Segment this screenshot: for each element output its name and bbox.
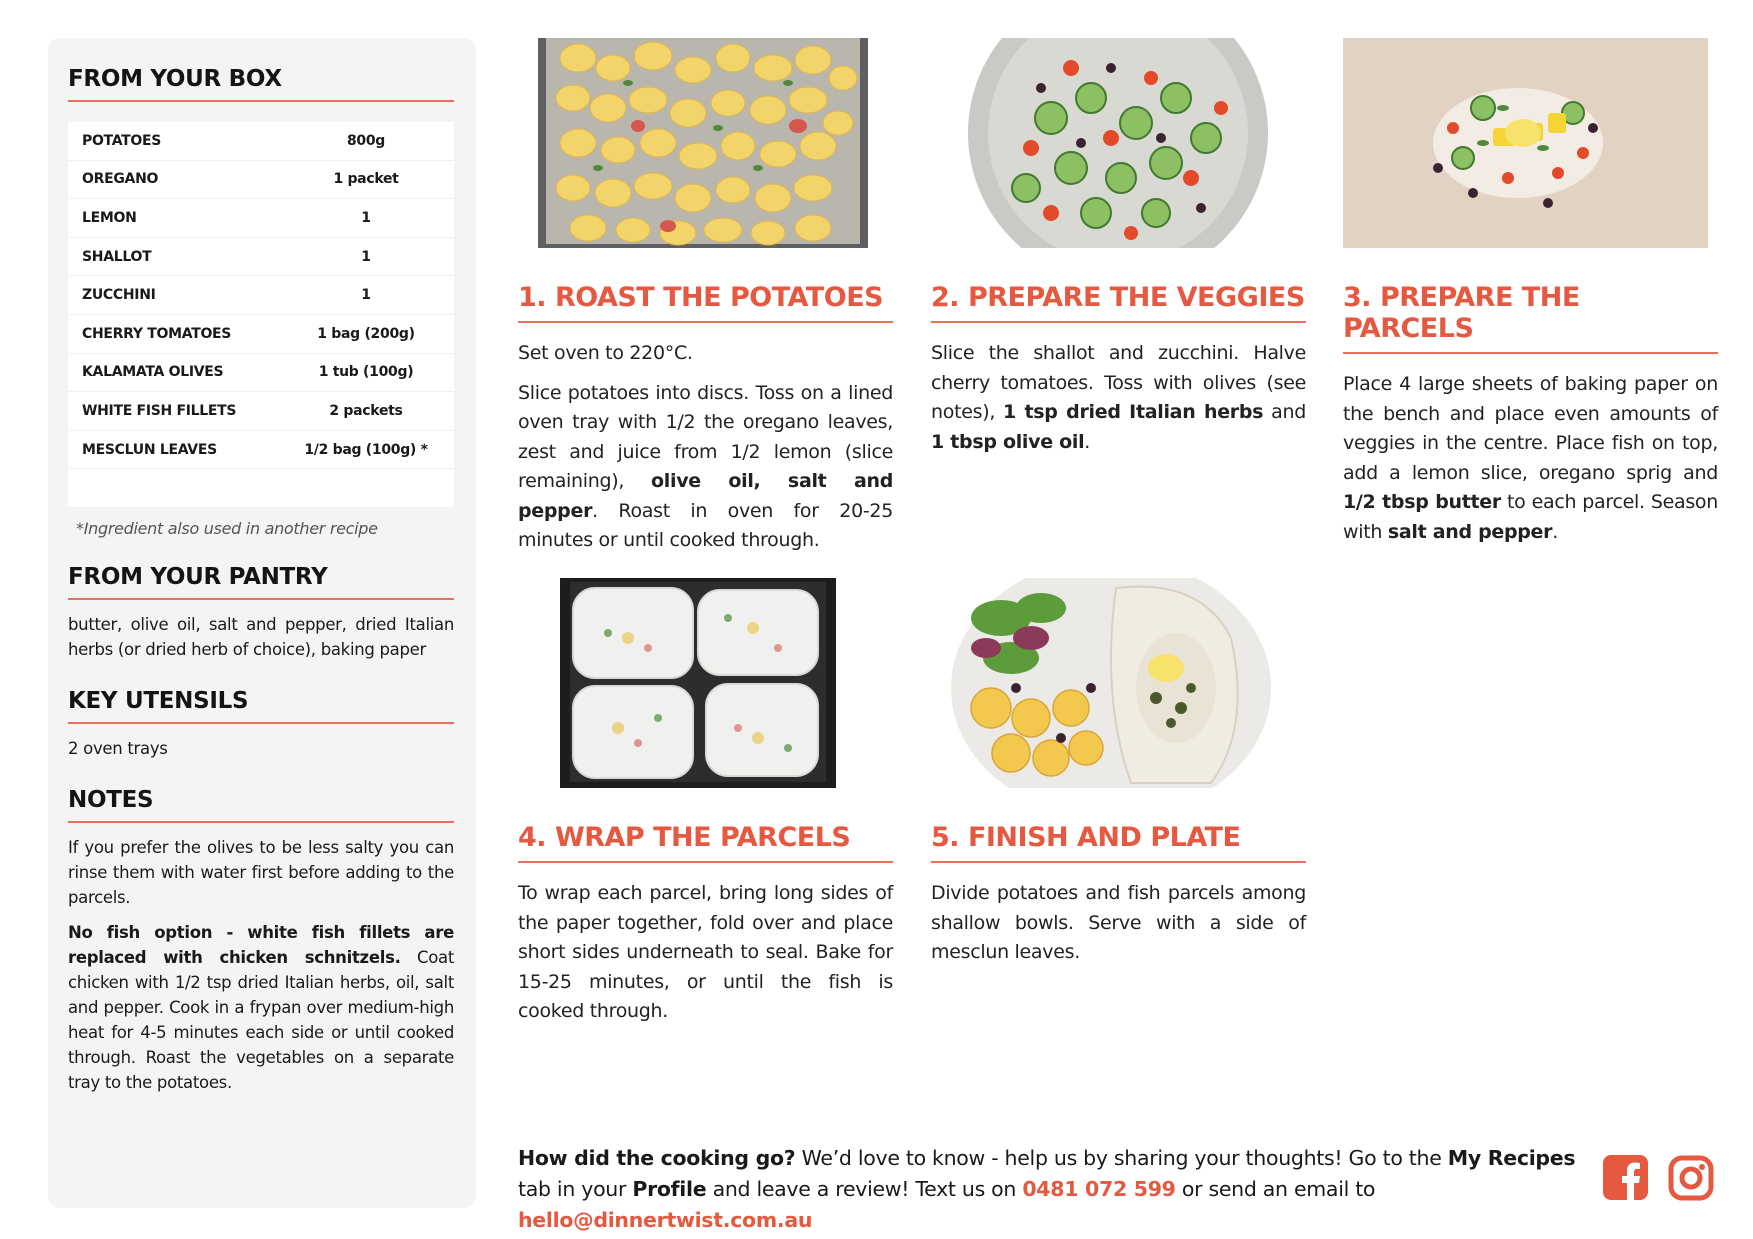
step-1-text-oven: Set oven to 220°C. [518,342,693,364]
footer-text-1: We’d love to know - help us by sharing your thoughts! Go to the [795,1146,1448,1170]
step-1-text-method [518,379,893,556]
step-3-text-a: Place 4 large sheets of baking paper on the bench and place even amounts of veggies in the centre. Place fish on top, add a lemon slice, oregano sprig and [1343,373,1718,484]
step-2-text-and: and [1263,401,1307,423]
notes-text-no-fish [68,920,454,1095]
ingredient-name: ZUCCHINI [82,287,156,304]
step-3-title: 3. PREPARE THE PARCELS [1343,282,1718,354]
ingredient-name: SHALLOT [82,248,152,265]
utensils-text: 2 oven trays [68,739,168,759]
ingredients-sidebar [48,38,476,1208]
footer-my-recipes[interactable]: My Recipes [1447,1146,1576,1170]
facebook-icon[interactable] [1603,1155,1648,1200]
step-2-text-a: Slice the shallot and zucchini. Halve cherry tomatoes. Toss with olives (see notes), [931,342,1306,423]
utensils-section [68,688,454,761]
notes-no-fish-bold: No fish option - white fish fillets are replaced with chicken schnitzels. [68,923,454,968]
step-1 [518,38,893,556]
ingredient-name: MESCLUN LEAVES [82,441,217,458]
ingredient-row [68,238,454,277]
step-2-title: 2. PREPARE THE VEGGIES [931,282,1306,323]
footer-text-3: and leave a review! Text us on [706,1177,1023,1201]
step-5-title: 5. FINISH AND PLATE [931,822,1306,863]
prepare-veggies-photo [931,38,1306,248]
ingredient-row [68,431,454,470]
step-3-text-end: . [1552,520,1558,543]
feedback-footer [518,1143,1578,1236]
step-4-title: 4. WRAP THE PARCELS [518,822,893,863]
ingredient-name: KALAMATA OLIVES [82,364,224,381]
step-3-text-bold-seasoning: salt and pepper [1387,520,1553,543]
ingredient-name: POTATOES [82,132,162,149]
ingredient-row-empty [68,469,454,507]
roast-potatoes-photo [518,38,893,248]
instagram-icon[interactable] [1668,1155,1714,1201]
footer-text-4: or send an email to [1175,1177,1376,1201]
step-2-text [931,339,1306,457]
step-1-title: 1. ROAST THE POTATOES [518,282,893,323]
step-3-text [1343,370,1718,547]
utensils-heading: KEY UTENSILS [68,688,454,724]
step-2-text-end: . [1084,430,1091,453]
ingredient-qty: 2 packets [329,402,403,419]
step-4-text: To wrap each parcel, bring long sides of the paper together, fold over and place short sides underneath to seal. Bake for 15-25 minutes, or until the fish is cooked through. [518,882,893,1022]
step-2 [931,38,1306,457]
ingredient-footnote: *Ingredient also used in another recipe [76,519,378,539]
step-5-text: Divide potatoes and fish parcels among shallow bowls. Serve with a side of mesclun leaves. [931,882,1306,963]
wrap-parcels-photo [518,578,893,788]
step-1-text-a: Slice potatoes into discs. Toss on a lined oven tray with 1/2 the oregano leaves, zest and juice from 1/2 lemon (slice remaining), [518,381,893,492]
step-3 [1343,38,1718,547]
ingredient-qty: 1 tub (100g) [318,364,414,381]
ingredient-name: WHITE FISH FILLETS [82,402,237,419]
step-1-text-bold: olive oil, salt and pepper [518,470,893,522]
ingredient-row [68,392,454,431]
step-4 [518,578,893,1027]
footer-question: How did the cooking go? [518,1146,796,1170]
from-your-box-heading: FROM YOUR BOX [68,66,454,102]
ingredient-qty: 800g [346,132,386,149]
notes-heading: NOTES [68,787,454,823]
ingredient-qty: 1 bag (200g) [317,325,415,342]
footer-text-2: tab in your [518,1177,633,1201]
pantry-heading: FROM YOUR PANTRY [68,564,454,600]
ingredient-name: OREGANO [82,171,159,188]
step-1-text-c: . Roast in oven for 20-25 minutes or until cooked through. [518,499,893,551]
notes-no-fish-rest: Coat chicken with 1/2 tsp dried Italian herbs, oil, salt and pepper. Cook in a frypan over medium-high heat for 4-5 minutes each side or until cooked through. Roast the vegetables on a separate tray to the potatoes. [68,948,455,1093]
step-3-text-c: to each parcel. Season with [1343,491,1718,543]
pantry-text: butter, olive oil, salt and pepper, dried Italian herbs (or dried herb of choice), baking paper [68,615,454,660]
step-5 [931,578,1306,968]
ingredient-qty: 1 [361,248,371,265]
ingredients-table [68,122,454,507]
ingredient-row [68,161,454,200]
finish-and-plate-photo [931,578,1306,788]
ingredient-qty: 1 packet [333,171,399,188]
ingredient-row [68,354,454,393]
pantry-section [68,564,454,662]
ingredient-name: LEMON [82,209,137,226]
ingredient-row [68,315,454,354]
step-3-text-bold-butter: 1/2 tbsp butter [1343,491,1501,513]
notes-section [68,787,454,1095]
footer-profile[interactable]: Profile [632,1177,707,1201]
ingredient-row [68,199,454,238]
ingredient-row [68,276,454,315]
prepare-parcels-photo [1343,38,1718,248]
ingredient-row [68,122,454,161]
step-2-text-bold-oil: 1 tbsp olive oil [931,430,1085,453]
footer-phone-link[interactable]: 0481 072 599 [1022,1177,1176,1201]
ingredient-name: CHERRY TOMATOES [82,325,232,342]
ingredient-qty: 1 [361,287,371,304]
step-2-text-bold-herbs: 1 tsp dried Italian herbs [1003,401,1264,423]
notes-text-olives: If you prefer the olives to be less salty you can rinse them with water first before adding to the parcels. [68,838,454,908]
ingredient-qty: 1/2 bag (100g) * [304,441,428,458]
footer-email-link[interactable]: hello@dinnertwist.com.au [518,1208,813,1232]
ingredient-qty: 1 [361,209,371,226]
